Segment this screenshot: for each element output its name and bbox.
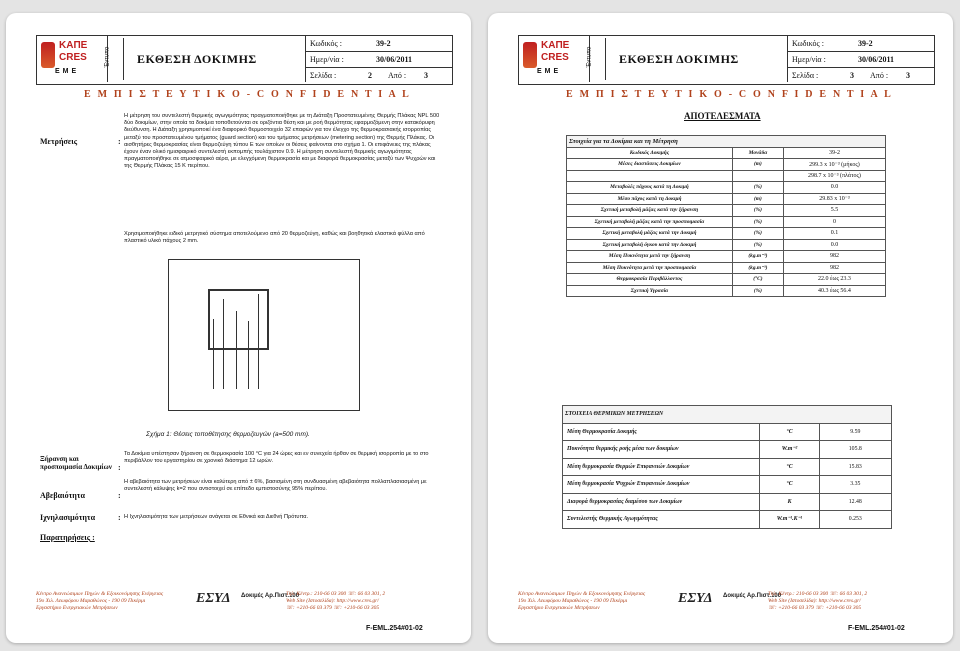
colon: :	[118, 491, 121, 500]
footer-address	[518, 591, 668, 612]
row-value: 40.3 έως 56.4	[783, 285, 885, 297]
table-row	[567, 182, 886, 194]
row-value: 105.8	[819, 441, 891, 459]
row-unit: (m)	[732, 159, 783, 171]
table-row	[567, 228, 886, 240]
form-label	[586, 38, 606, 80]
specimen-table	[566, 135, 886, 297]
row-value: 0.253	[819, 511, 891, 529]
row-label: Μέσες διαστάσεις Δοκιμίων	[567, 159, 733, 171]
row-label: Θερμοκρασία Περιβάλλοντος	[567, 274, 733, 286]
row-label: Μέσο πάχος κατά τη Δοκιμή	[567, 193, 733, 205]
colon: :	[118, 137, 121, 146]
row-value: 9.59	[819, 423, 891, 441]
uncertainty-text: Η αβεβαιότητα των μετρήσεων είναι καλύτερη από ± 6%, βασισμένη στη συνδυασμένη αβεβαιότητα πολλαπλασιασμένη με συντελεστή κάλυψης k=2 που αντιστοιχεί σε επίπεδο εμπιστοσύνης 95% περίπου.	[124, 479, 427, 493]
code-value: 39-2	[376, 39, 391, 48]
row-label: Κωδικός Δοκιμής	[567, 147, 733, 159]
footer-line: 19ο Χιλ. Λεωφόρου Μαραθώνος - 190 09 Πικέρμι	[36, 598, 146, 604]
tc-line	[248, 321, 249, 389]
table-row	[563, 476, 892, 494]
row-label: Μέση Πυκνότητα μετά την ξήρανση	[567, 251, 733, 263]
total-pages: 3	[424, 71, 428, 80]
logo-text: ΕΜΕ	[537, 68, 562, 75]
table-row	[567, 147, 886, 159]
figure-caption: Σχήμα 1: Θέσεις τοποθέτησης θερμοζευγών (a=500 mm).	[146, 431, 310, 438]
cres-logo	[37, 36, 111, 82]
report-page-2	[6, 13, 471, 643]
colon: :	[118, 513, 121, 522]
row-unit: (kg.m⁻³)	[732, 251, 783, 263]
table-caption-row	[563, 406, 892, 424]
date-value: 30/06/2011	[376, 55, 413, 64]
form-code: F-EML.254#01-02	[848, 625, 905, 632]
row-label: Σχετική μεταβολή μάζας κατά την προσποιμασία	[567, 216, 733, 228]
header-meta	[787, 36, 934, 82]
accreditation: Δοκιμές Αρ.Πιστ.100	[723, 593, 782, 599]
measurements-text-2: Χρησιμοποιήθηκε ειδικό μετρητικό σύστημα αποτελούμενο από 20 θερμοζεύγη, καθώς και βοηθητικά ελαστικά φύλλα από πλαστικό υλικό πάχους 2 mm.	[124, 231, 425, 245]
tc-line	[258, 294, 259, 389]
row-label: Διαφορά θερμοκρασίας διαμέσου των Δοκιμίων	[563, 493, 760, 511]
row-unit: (kg.m⁻³)	[732, 262, 783, 274]
logo-mark-icon	[523, 42, 537, 68]
confidential-banner: Ε Μ Π Ι Σ Τ Ε Υ Τ Ι Κ Ο - C O N F I D E N T I A L	[566, 89, 893, 100]
results-title: ΑΠΟΤΕΛΕΣΜΑΤΑ	[684, 111, 761, 121]
accreditation: Δοκιμές Αρ.Πιστ.100	[241, 593, 300, 599]
total-label: Από :	[870, 71, 889, 80]
table-row	[563, 458, 892, 476]
row-value: 15.83	[819, 458, 891, 476]
table-caption: Στοιχεία για τα Δοκίμια και τη Μέτρηση	[567, 136, 886, 148]
row-value: 22.0 έως 23.3	[783, 274, 885, 286]
esyd-logo: ΕΣΥΔ	[196, 591, 231, 606]
measurements-label: Μετρήσεις	[40, 137, 78, 146]
footer-contact	[768, 591, 938, 612]
row-label: Σχετική μεταβολή μάζας κατά την Δοκιμή	[567, 228, 733, 240]
logo-text: ΕΜΕ	[55, 68, 80, 75]
row-value: 39-2	[783, 147, 885, 159]
row-value: 0.0	[783, 182, 885, 194]
row-unit: W.m⁻²	[760, 441, 819, 459]
date-row	[788, 52, 934, 68]
traceability-text: Η Ιχνηλασιμότητα των μετρήσεων ανάγεται σε Εθνικά και Διεθνή Πρότυπα.	[124, 514, 309, 520]
tc-line	[213, 319, 214, 389]
footer-line: ☏: +210-66 03 379 ☏: +210-66 03 305	[768, 605, 862, 611]
footer-line: Τηλ. Κέντρ.: 210-66 03 300 ☏: 66 03 301, 2	[768, 591, 868, 597]
row-value: 298.7 x 10⁻³ (πλάτος)	[783, 170, 885, 182]
table-row	[567, 285, 886, 297]
esyd-logo: ΕΣΥΔ	[678, 591, 713, 606]
row-label	[567, 170, 733, 182]
drying-text: Τα Δοκίμια υπέστησαν ξήρανση σε θερμοκρασία 100 °C για 24 ώρες και εν συνεχεία ήρθαν σε θερμική ισορροπία με το στο περιβάλλον του εργαστηρίου σε χρονικό διάστημα 12 ωρών.	[124, 451, 429, 465]
table-row	[563, 441, 892, 459]
drying-label: Ξήρανση και προσποιμασία Δοκιμίων	[40, 455, 112, 471]
row-label: Μεταβολές πάχους κατά τη Δοκιμή	[567, 182, 733, 194]
tc-line	[223, 299, 224, 389]
table-row	[567, 251, 886, 263]
table-row	[567, 216, 886, 228]
header-meta	[305, 36, 452, 82]
form-label-text: Έντυπο	[586, 46, 593, 68]
thermocouple-diagram	[168, 259, 383, 424]
page-label: Σελίδα :	[310, 71, 337, 80]
row-value: 0.0	[783, 239, 885, 251]
page-number: 2	[368, 71, 372, 80]
row-unit: W.m⁻¹.K⁻¹	[760, 511, 819, 529]
table-row	[563, 511, 892, 529]
logo-text: ΚΑΠΕ	[59, 40, 88, 51]
logo-mark-icon	[41, 42, 55, 68]
date-label: Ημερ/νία :	[310, 55, 344, 64]
total-label: Από :	[388, 71, 407, 80]
row-value: 5.5	[783, 205, 885, 217]
table-row	[567, 262, 886, 274]
thermal-results-table	[562, 405, 892, 529]
footer-line: Εργαστήριο Ενεργειακών Μετρήσεων	[518, 605, 600, 611]
row-value: 982	[783, 251, 885, 263]
row-label: Πυκνότητα θερμικής ροής μέσα των δοκιμίων	[563, 441, 760, 459]
table-row	[563, 423, 892, 441]
row-unit: °C	[760, 458, 819, 476]
table-row	[563, 493, 892, 511]
code-label: Κωδικός :	[792, 39, 824, 48]
cres-logo	[519, 36, 593, 82]
row-unit: (%)	[732, 285, 783, 297]
row-unit: (°C)	[732, 274, 783, 286]
date-row	[306, 52, 452, 68]
row-label: Μέση θερμοκρασία Θερμών Επιφανειών Δοκιμίων	[563, 458, 760, 476]
table-caption-row	[567, 136, 886, 148]
row-label: Μέση θερμοκρασία Ψυχρών Επιφανειών Δοκιμίων	[563, 476, 760, 494]
code-value: 39-2	[858, 39, 873, 48]
row-value: 3.35	[819, 476, 891, 494]
tc-line	[236, 311, 237, 389]
logo-text: CRES	[541, 52, 569, 63]
table-row	[567, 170, 886, 182]
code-row	[788, 36, 934, 52]
table-row	[567, 274, 886, 286]
row-unit: Μονάδα	[732, 147, 783, 159]
page-label: Σελίδα :	[792, 71, 819, 80]
row-unit: (%)	[732, 182, 783, 194]
table-row	[567, 159, 886, 171]
footer-address	[36, 591, 186, 612]
row-unit: °C	[760, 423, 819, 441]
row-label: Συντελεστής Θερμικής Αγωγιμότητας	[563, 511, 760, 529]
colon: :	[118, 463, 121, 472]
footer-line: Web Site (Ιστοσελίδα): http://www.cres.gr/	[768, 598, 861, 604]
row-value: 982	[783, 262, 885, 274]
form-label	[104, 38, 124, 80]
form-label-text: Έντυπο	[104, 46, 111, 68]
code-label: Κωδικός :	[310, 39, 342, 48]
row-value: 0	[783, 216, 885, 228]
row-unit: °C	[760, 476, 819, 494]
footer-contact	[286, 591, 456, 612]
row-label: Σχετική μεταβολή μάζας κατά την ξήρανση	[567, 205, 733, 217]
confidential-banner: Ε Μ Π Ι Σ Τ Ε Υ Τ Ι Κ Ο - C O N F I D E N T I A L	[84, 89, 411, 100]
form-code: F-EML.254#01-02	[366, 625, 423, 632]
row-label: Μέση Πυκνότητα μετά την προσποιμασία	[567, 262, 733, 274]
row-label: Μέση Θερμοκρασία Δοκιμής	[563, 423, 760, 441]
row-label: Σχετική μεταβολή όγκου κατά την Δοκιμή	[567, 239, 733, 251]
logo-text: CRES	[59, 52, 87, 63]
row-unit: K	[760, 493, 819, 511]
footer-line: Κέντρο Ανανεώσιμων Πηγών & Εξοικονόμησης Ενέργειας	[518, 591, 646, 597]
row-unit: (%)	[732, 216, 783, 228]
logo-text: ΚΑΠΕ	[541, 40, 570, 51]
measurements-text: Η μέτρηση του συντελεστή θερμικής αγωγιμότητας πραγματοποιήθηκε με τη Διάταξη Προστατευμένης Θερμής Πλάκας NPL 500 δύο δοκιμίων, στην οποία τα δοκίμια τοποθετούνται σε οριζόντια θέση και με ροή θερμότητας εφαρμοζόμενη στην κατακόρυφη διεύθυνση. Η Διάταξη χρησιμοποιεί ένα διαφορικό θερμοστοιχείο 32 επαφών για τον έλεγχο της θερμοκρασιακής ισορροπίας μεταξύ του προστατευμένου τμήματος (guard section) και του τμήματος μετρήσεων (metering section) της Θερμής Πλάκας. Οι αισθητήρες θερμοκρασίας είναι θερμοζεύγη τύπου Ε των οποίων οι θέσεις φαίνονται στο σχήμα 1. Οι επιφάνειες της πλάκας έχουν έναν ολικό ημισφαιρικό συντελεστή εκπομπής τουλάχιστον 0.9. Η μέτρηση συντελεστή θερμικής αγωγιμότητας πραγματοποιήθηκε σε ατμοσφαιρικό αέρα, με ελεγχόμενη θερμοκρασία και με διαφορά θερμοκρασίας μεταξύ των Ψυχρών και της Θερμής Πλάκας 15 Κ περίπου.	[124, 113, 440, 170]
row-unit: (%)	[732, 239, 783, 251]
row-unit	[732, 170, 783, 182]
footer-line: 19ο Χιλ. Λεωφόρου Μαραθώνος - 190 09 Πικέρμι	[518, 598, 628, 604]
metering-section	[208, 289, 269, 350]
footer-line: Τηλ. Κέντρ.: 210-66 03 300 ☏: 66 03 301, 2	[286, 591, 386, 597]
footer-line: Web Site (Ιστοσελίδα): http://www.cres.gr/	[286, 598, 379, 604]
row-value: 29.83 x 10⁻³	[783, 193, 885, 205]
footer-line: ☏: +210-66 03 379 ☏: +210-66 03 305	[286, 605, 380, 611]
page-row	[788, 68, 934, 83]
uncertainty-label: Αβεβαιότητα	[40, 491, 85, 500]
row-unit: (%)	[732, 205, 783, 217]
page-number: 3	[850, 71, 854, 80]
remarks-label: Παρατηρήσεις :	[40, 533, 95, 542]
row-value: 12.48	[819, 493, 891, 511]
report-title: ΕΚΘΕΣΗ ΔΟΚΙΜΗΣ	[619, 52, 739, 66]
row-label: Σχετική Υγρασία	[567, 285, 733, 297]
table-row	[567, 205, 886, 217]
traceability-label: Ιχνηλασιμότητα	[40, 513, 96, 522]
footer-line: Κέντρο Ανανεώσιμων Πηγών & Εξοικονόμησης Ενέργειας	[36, 591, 164, 597]
page-header	[36, 35, 453, 85]
page-header	[518, 35, 935, 85]
report-page-3	[488, 13, 953, 643]
page-row	[306, 68, 452, 83]
date-value: 30/06/2011	[858, 55, 895, 64]
total-pages: 3	[906, 71, 910, 80]
code-row	[306, 36, 452, 52]
date-label: Ημερ/νία :	[792, 55, 826, 64]
row-value: 0.1	[783, 228, 885, 240]
footer-line: Εργαστήριο Ενεργειακών Μετρήσεων	[36, 605, 118, 611]
table-caption: ΣΤΟΙΧΕΙΑ ΘΕΡΜΙΚΩΝ ΜΕΤΡΗΣΕΩΝ	[563, 406, 892, 424]
table-row	[567, 193, 886, 205]
row-unit: (m)	[732, 193, 783, 205]
report-title: ΕΚΘΕΣΗ ΔΟΚΙΜΗΣ	[137, 52, 257, 66]
table-row	[567, 239, 886, 251]
row-value: 299.3 x 10⁻³ (μήκος)	[783, 159, 885, 171]
row-unit: (%)	[732, 228, 783, 240]
